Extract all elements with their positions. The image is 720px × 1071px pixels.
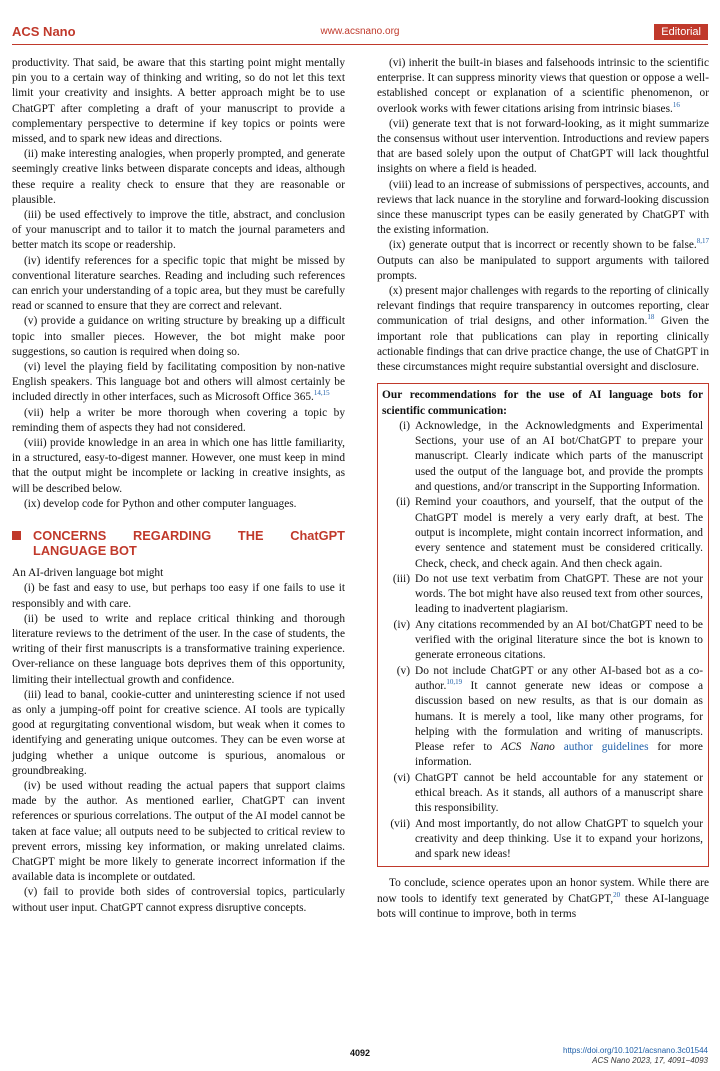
item-text: Remind your coauthors, and yourself, that the output of the ChatGPT model is merely a very early draft, at best. The output is incomplete, might contain incorrect information, and every sentence and statement must be considered critically. Check, check, and check again. And then check again. bbox=[415, 496, 703, 570]
citation-line: ACS Nano 2023, 17, 4091−4093 bbox=[592, 1056, 708, 1065]
article-type-badge: Editorial bbox=[654, 24, 708, 40]
list-item bbox=[382, 771, 703, 817]
paragraph bbox=[377, 56, 709, 117]
paragraph-text: (vi) level the playing field by facilitating composition by non-native English speakers. This language bot and others will almost certainly be included directly in other interfaces, such as Microsoft Office 365. bbox=[12, 361, 345, 404]
doi-link[interactable]: https://doi.org/10.1021/acsnano.3c01544 bbox=[563, 1046, 708, 1055]
item-text-part: Do not include ChatGPT or any other AI-based bot as a co-author. bbox=[415, 664, 703, 692]
paragraph-text: Given the important role that publications can play in reporting clinically actionable findings that can drive practice change, the use of ChatGPT in these circumstances might require substantial oversight and disclosure. bbox=[377, 315, 709, 374]
paragraph: (vii) generate text that is not forward-looking, as it might summarize the consensus without user intervention. Introductions and review papers that are based solely upon the output of ChatGPT will lack thoughtful insights on where a field is headed. bbox=[377, 117, 709, 176]
paragraph-text: these AI-language bots will continue to improve, both in terms bbox=[377, 892, 710, 920]
section-heading bbox=[12, 528, 345, 558]
paragraph bbox=[377, 876, 709, 922]
section-square-icon bbox=[12, 531, 21, 540]
paragraph-text: (vi) inherit the built-in biases and falsehoods intrinsic to the scientific enterprise. It can suppress minority views that question or oppose a well-established concept or explanation of a scientific phenomenon, or overlook works with fewer citations arising from intrinsic biases. bbox=[377, 57, 709, 115]
item-text-part: for more information. bbox=[415, 741, 703, 769]
item-number: (vi) bbox=[393, 771, 410, 784]
item-text: Do not use text verbatim from ChatGPT. These are not your words. The bot might have also reused text from other sources, leading to inadvertent plagiarism. bbox=[415, 572, 703, 616]
paragraph bbox=[377, 284, 709, 375]
paragraph: (ix) develop code for Python and other computer languages. bbox=[24, 497, 297, 510]
page-header bbox=[12, 22, 708, 45]
citation-ref[interactable]: 8,17 bbox=[696, 237, 709, 246]
item-text: ChatGPT cannot be held accountable for any statement or ethical breach. As it stands, all authors of a manuscript share this responsibility. bbox=[415, 771, 703, 815]
item-number: (i) bbox=[399, 419, 410, 432]
paragraph bbox=[377, 238, 709, 284]
section-title: CONCERNS REGARDING THE ChatGPT LANGUAGE BOT bbox=[33, 528, 345, 559]
paragraph-text: (ix) generate output that is incorrect or recently shown to be false. bbox=[389, 239, 697, 252]
citation-ref[interactable]: 18 bbox=[647, 313, 655, 322]
item-number: (ii) bbox=[396, 496, 410, 509]
list-item bbox=[382, 572, 703, 618]
paragraph-text: Outputs can also be manipulated to support arguments with tailored prompts. bbox=[377, 254, 709, 282]
item-number: (vii) bbox=[390, 817, 410, 830]
journal-name-italic: ACS Nano bbox=[501, 741, 555, 754]
item-number: (v) bbox=[396, 664, 410, 677]
paragraph: (iv) identify references for a specific topic that might be missed by conventional literature searches. Reading and including such references can enrich your understanding of a topic area, but they must be carefully read or scanned to ensure that they are correct and relevant. bbox=[12, 254, 345, 313]
item-text: Acknowledge, in the Acknowledgments and Experimental Sections, your use of an AI bot/ChatGPT to prepare your manuscript. Clearly indicate which parts of the manuscript used the output of the language bot, and provide the prompts and questions, and/or transcript in the Supporting Information. bbox=[415, 419, 703, 494]
citation-ref[interactable]: 20 bbox=[613, 890, 621, 899]
paragraph: productivity. That said, be aware that this starting point might mentally pin you to a certain way of thinking and writing, so do not let this text limit your creativity and insights. A better approach might be to use ChatGPT after completing a draft of your manuscript to provide a complementary perspective to determine if key topics or points were missed, and to spark new ideas and directions. bbox=[12, 57, 345, 146]
recommendations-list bbox=[382, 419, 703, 863]
paragraph bbox=[12, 360, 345, 406]
paragraph: (vii) help a writer be more thorough when covering a topic by reminding them of aspects they had not considered. bbox=[12, 406, 345, 434]
list-item bbox=[382, 419, 703, 495]
item-text: Any citations recommended by an AI bot/ChatGPT need to be verified with the original literature since the bot is known to generate erroneous citations. bbox=[415, 618, 703, 662]
list-item bbox=[382, 618, 703, 664]
item-text bbox=[415, 664, 703, 771]
paragraph: (ii) make interesting analogies, when properly prompted, and generate seemingly creative links between disparate concepts and ideas, although these require a reality check to ensure that they are reasonable or plausible. bbox=[12, 148, 345, 206]
author-guidelines-link[interactable]: author guidelines bbox=[563, 741, 649, 754]
list-item bbox=[382, 495, 703, 571]
item-text-part: It cannot generate new ideas or compose a discussion based on new results, as that is our domain as humans. It is merely a tool, like many other programs, for helping with the formulation and writing of manuscripts. Please refer to bbox=[415, 679, 703, 754]
paragraph: (iii) lead to banal, cookie-cutter and uninteresting science if not used as only a jumping-off point for creative science. AI tools are typically good at regurgitating conventional wisdom, but weak when it comes to identifying and generating unique outcomes. They can be even worse at judging whether a unique outcome is spurious, anomalous or groundbreaking. bbox=[12, 688, 345, 777]
right-column bbox=[377, 56, 709, 922]
citation-ref[interactable]: 10,19 bbox=[446, 678, 463, 687]
page-number: 4092 bbox=[349, 1048, 371, 1058]
paragraph: (viii) lead to an increase of submissions of perspectives, accounts, and reviews that lack nuance in the storyline and forward-looking discussion since these manuscript types can be easily generated by ChatGPT with the existing information. bbox=[377, 178, 709, 237]
paragraph: (iv) be used without reading the actual papers that support claims made by the author. As mentioned earlier, ChatGPT can invent references or spurious correlations. The output of the AI model cannot be taken at face value; all outputs need to be subjected to critical review to prevent errors, missing key information, or making unrelated claims. ChatGPT might be more likely to generate incorrect information if the available data is incomplete or outdated. bbox=[12, 779, 345, 884]
paragraph-text: To conclude, science operates upon an honor system. While there are now tools to identify text generated by ChatGPT, bbox=[377, 877, 709, 905]
item-text: And most importantly, do not allow ChatGPT to squelch your creativity and deep thinking. Use it to expand your horizons, and spark new ideas! bbox=[415, 817, 703, 861]
paragraph: (i) be fast and easy to use, but perhaps too easy if one fails to use it responsibly and with care. bbox=[12, 582, 345, 610]
citation-ref[interactable]: 14,15 bbox=[313, 389, 330, 398]
item-number: (iv) bbox=[393, 618, 410, 631]
paragraph: (iii) be used effectively to improve the title, abstract, and conclusion of your manuscript and to tailor it to match the journal parameters and better match its scope or readership. bbox=[12, 209, 345, 252]
paragraph: (viii) provide knowledge in an area in which one has little familiarity, in a structured, easy-to-digest manner. However, one must keep in mind that the output might be incomplete or lacking in creative insights, as will be described below. bbox=[12, 437, 345, 495]
paragraph: (v) fail to provide both sides of controversial topics, particularly without user input. ChatGPT cannot express disruptive concepts. bbox=[12, 886, 345, 914]
item-number: (iii) bbox=[392, 572, 410, 585]
citation-ref[interactable]: 16 bbox=[672, 100, 680, 109]
recommendations-box bbox=[377, 383, 709, 867]
paragraph-text: (x) present major challenges with regards to the reporting of clinically relevant findings that require transparency in outcomes reporting, clear communication of trial designs, and other information. bbox=[377, 285, 709, 328]
journal-url[interactable]: www.acsnano.org bbox=[320, 26, 400, 37]
left-column bbox=[12, 56, 345, 916]
paragraph: (v) provide a guidance on writing structure by breaking up a difficult topic into smaller pieces. However, the bot might make poor suggestions, so caution is required when doing so. bbox=[12, 315, 345, 358]
paragraph: (ii) be used to write and replace critical thinking and thorough literature reviews to the detriment of the user. In the case of students, the writing of their first manuscripts is a transformative training experience. Over-reliance on these language bots deprives them of this opportunity, limiting their intellectual growth and confidence. bbox=[12, 612, 345, 686]
journal-name: ACS Nano bbox=[12, 24, 76, 39]
list-item bbox=[382, 664, 703, 771]
recommendations-title: Our recommendations for the use of AI language bots for scientific communication: bbox=[382, 389, 703, 417]
list-item bbox=[382, 817, 703, 863]
paragraph: An AI-driven language bot might bbox=[12, 567, 164, 580]
